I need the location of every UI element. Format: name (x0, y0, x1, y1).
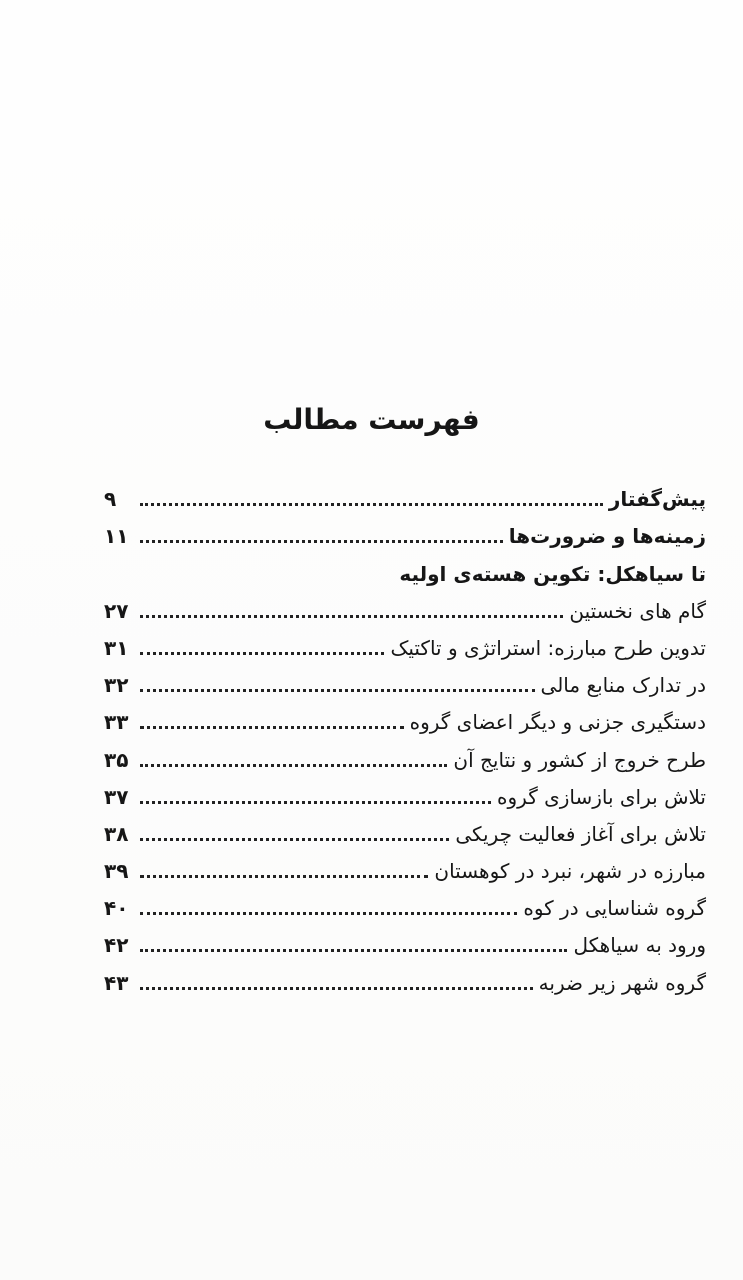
toc-entry-page: ۳۳ (104, 710, 129, 735)
toc-entry (104, 664, 706, 701)
toc-entry-label: ورود به سیاهکل (573, 933, 706, 958)
dot-leader (140, 912, 517, 915)
table-of-contents (104, 478, 706, 999)
toc-entry-page: ۲۷ (104, 598, 129, 623)
dot-leader (140, 503, 603, 506)
toc-entry-label: تدوین طرح مبارزه: استراتژی و تاکتیک (390, 635, 706, 660)
toc-entry-page: ۴۲ (104, 933, 129, 958)
toc-entry-page: ۳۱ (104, 635, 129, 660)
dot-leader (140, 801, 491, 804)
toc-entry (104, 887, 706, 924)
toc-entry-page: ۳۸ (104, 821, 129, 846)
toc-entry-label: گام های نخستین (569, 598, 706, 623)
dot-leader (140, 764, 447, 767)
dot-leader (140, 540, 503, 543)
toc-entry (104, 924, 706, 961)
toc-entry (104, 478, 706, 515)
toc-entry (104, 701, 706, 738)
toc-entry-page: ۳۷ (104, 784, 129, 809)
toc-entry (104, 813, 706, 850)
toc-entry (104, 961, 706, 998)
toc-entry-label: مبارزه در شهر، نبرد در کوهستان (434, 859, 706, 884)
toc-entry-label: گروه شهر زیر ضربه (538, 970, 706, 995)
toc-entry-page: ۳۲ (104, 673, 129, 698)
toc-entry-label: دستگیری جزنی و دیگر اعضای گروه (409, 710, 706, 735)
page-title: فهرست مطالب (263, 403, 480, 436)
toc-entry-page: ۴۳ (104, 970, 129, 995)
dot-leader (140, 615, 563, 618)
toc-entry-label: در تدارک منابع مالی (540, 673, 706, 698)
toc-entry (104, 738, 706, 775)
toc-entry (104, 590, 706, 627)
toc-entry (104, 627, 706, 664)
toc-entry-page: ۳۹ (104, 859, 129, 884)
toc-entry (104, 776, 706, 813)
toc-entry (104, 515, 706, 552)
dot-leader (140, 726, 404, 729)
toc-entry-label: گروه شناسایی در کوه (523, 896, 706, 921)
dot-leader (140, 949, 567, 952)
toc-entry-page: ۹ (104, 487, 117, 512)
toc-entry (104, 850, 706, 887)
dot-leader (140, 838, 449, 841)
toc-entry-label: طرح خروج از کشور و نتایج آن (453, 747, 706, 772)
dot-leader (140, 689, 535, 692)
dot-leader (140, 875, 428, 878)
toc-entry-page: ۴۰ (104, 896, 129, 921)
toc-entry-label: تلاش برای آغاز فعالیت چریکی (455, 821, 706, 846)
dot-leader (140, 987, 533, 990)
toc-entry-page: ۳۵ (104, 747, 129, 772)
toc-entry-label: پیش‌گفتار (608, 487, 706, 512)
toc-entry-label: تلاش برای بازسازی گروه (497, 784, 706, 809)
toc-section-heading-label: تا سیاهکل: تکوین هسته‌ی اولیه (399, 561, 706, 586)
dot-leader (140, 652, 384, 655)
toc-entry-label: زمینه‌ها و ضرورت‌ها (508, 524, 706, 549)
toc-entry-page: ۱۱ (104, 524, 129, 549)
toc-section-heading (104, 552, 706, 589)
